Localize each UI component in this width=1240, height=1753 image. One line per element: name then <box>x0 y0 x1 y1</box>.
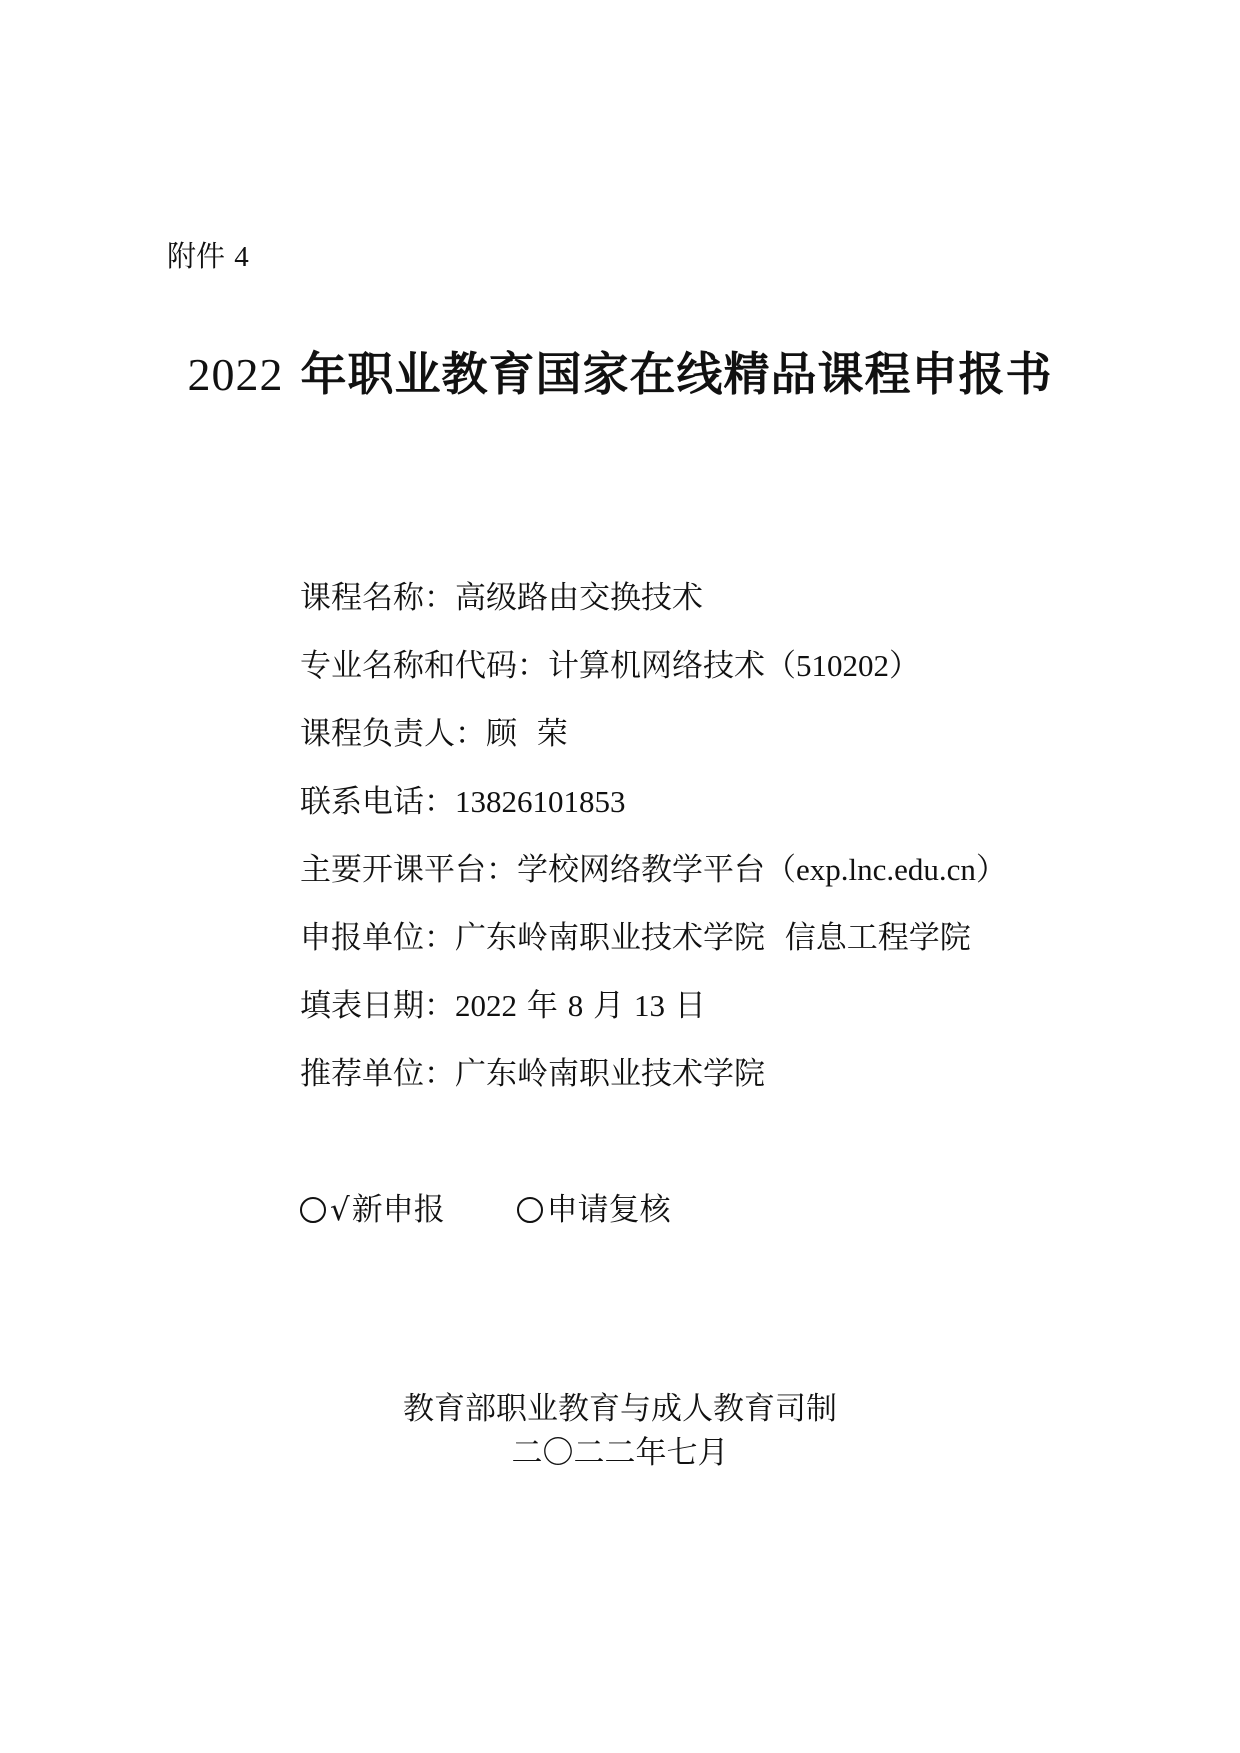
date-month: 8 <box>567 988 584 1023</box>
option-review-application[interactable] <box>517 1190 671 1230</box>
date-month-unit: 月 <box>583 988 634 1024</box>
field-label: 联系电话： <box>300 784 455 820</box>
date-year: 2022 <box>455 988 517 1023</box>
option-new-application[interactable] <box>300 1190 445 1230</box>
issuer-line: 教育部职业教育与成人教育司制 <box>403 1391 837 1427</box>
field-label: 填表日期： <box>300 988 455 1024</box>
field-label: 课程负责人： <box>300 716 486 752</box>
date-day-unit: 日 <box>664 988 706 1024</box>
issue-date-line: 二〇二二年七月 <box>511 1435 729 1471</box>
field-course-name <box>300 578 1200 646</box>
field-applicant-unit <box>300 918 1200 986</box>
field-major <box>300 646 1200 714</box>
attachment-label <box>167 234 249 275</box>
option-label: 新申报 <box>351 1192 445 1228</box>
field-label: 主要开课平台： <box>300 852 517 888</box>
field-value: 计算机网络技术（ <box>548 648 796 684</box>
option-label: 申请复核 <box>546 1192 671 1228</box>
application-fields <box>300 578 1200 1122</box>
title-year: 2022 <box>187 349 284 400</box>
field-suffix: ） <box>889 648 920 684</box>
field-recommending-unit <box>300 1054 1200 1122</box>
field-value: 学校网络教学平台（ <box>517 852 796 888</box>
field-fill-date <box>300 986 1200 1054</box>
field-suffix: ） <box>975 852 1007 888</box>
date-year-unit: 年 <box>517 988 568 1024</box>
field-value: 13826101853 <box>455 784 626 819</box>
field-value: 高级路由交换技术 <box>455 580 703 616</box>
attachment-text: 附件 <box>167 239 226 273</box>
title-text: 年职业教育国家在线精品课程申报书 <box>300 347 1053 401</box>
checkmark-icon: √ <box>330 1192 350 1228</box>
field-label: 申报单位： <box>300 920 455 956</box>
field-label: 专业名称和代码： <box>300 648 548 684</box>
radio-circle-icon <box>300 1197 326 1223</box>
field-label: 推荐单位： <box>300 1056 455 1092</box>
field-course-leader <box>300 714 1200 782</box>
field-value: 广东岭南职业技术学院 <box>455 1056 765 1092</box>
field-phone <box>300 782 1200 850</box>
application-type-options <box>300 1190 671 1233</box>
field-label: 课程名称： <box>300 580 455 616</box>
date-day: 13 <box>633 988 665 1023</box>
field-value: 顾 荣 <box>486 716 568 752</box>
radio-circle-icon <box>517 1197 543 1223</box>
major-code: 510202 <box>796 648 889 683</box>
field-platform <box>300 850 1200 918</box>
platform-url: exp.lnc.edu.cn <box>796 852 976 887</box>
attachment-number: 4 <box>234 241 249 273</box>
document-title <box>0 338 1240 404</box>
field-value: 广东岭南职业技术学院 信息工程学院 <box>455 920 971 956</box>
